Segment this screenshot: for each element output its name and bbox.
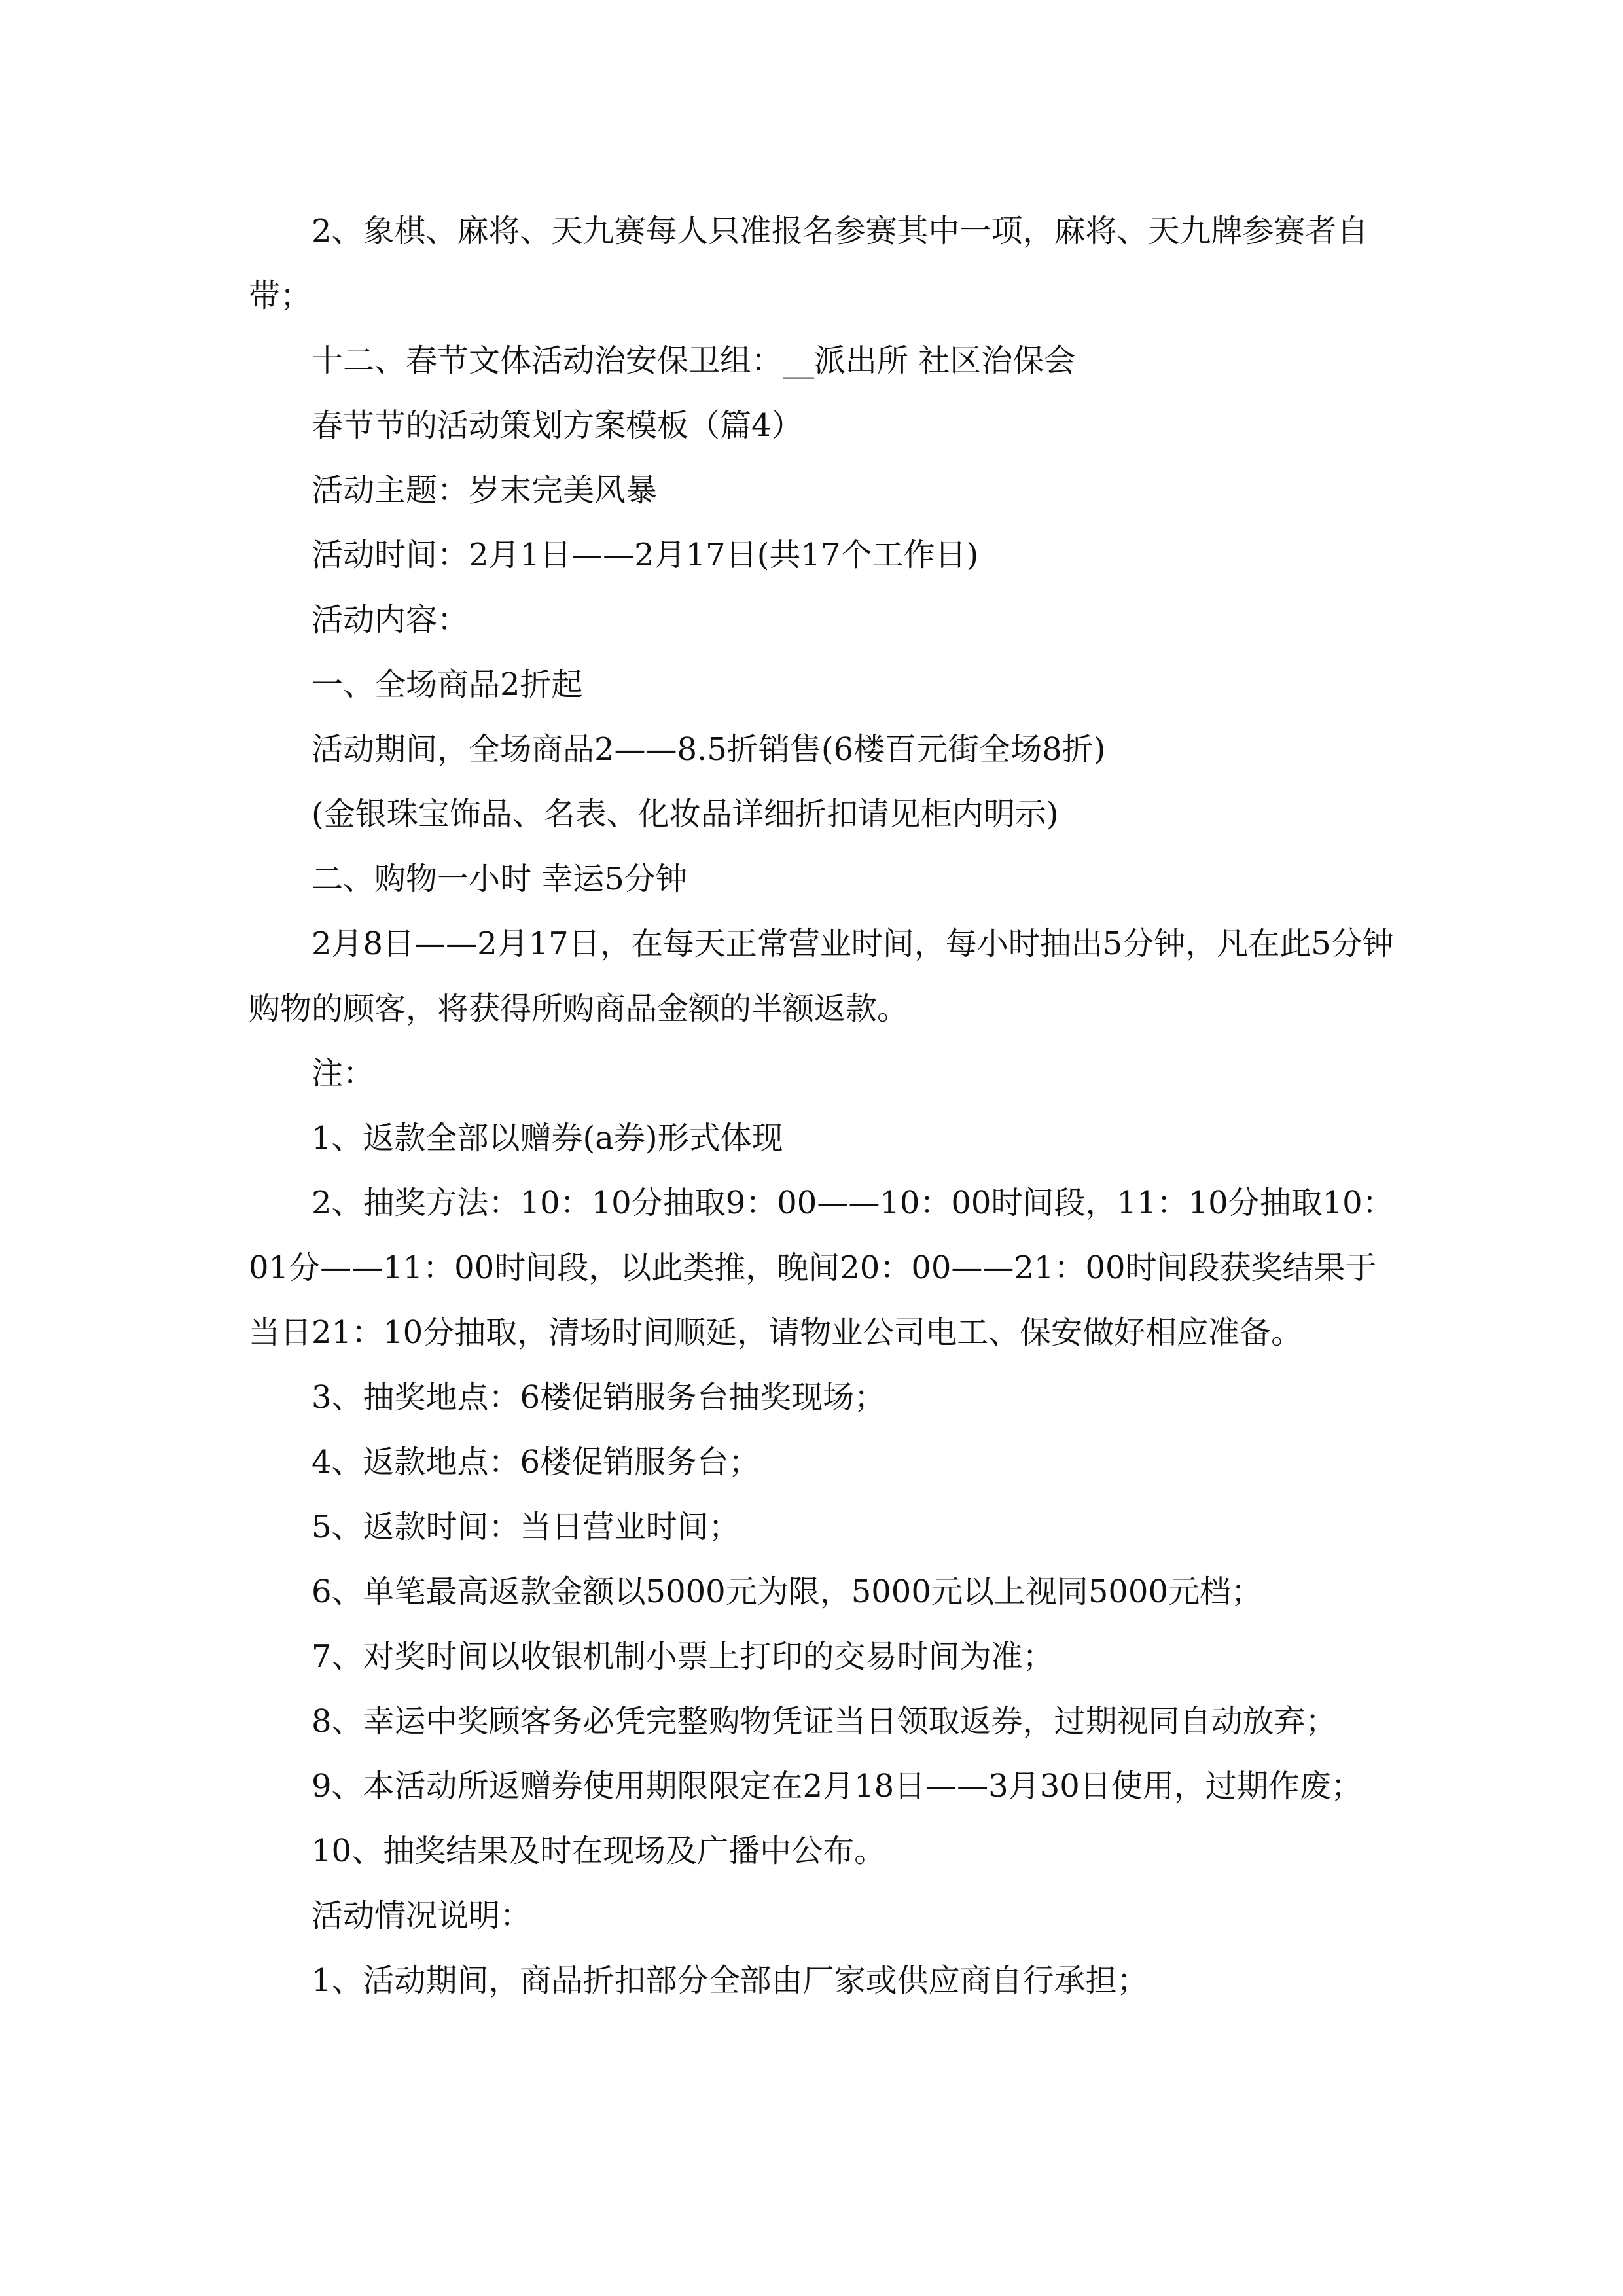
paragraph-note-7: 7、对奖时间以收银机制小票上打印的交易时间为准；	[312, 1638, 1054, 1675]
paragraph-note-4: 4、返款地点：6楼促销服务台；	[312, 1444, 760, 1480]
paragraph-discount-detail: 活动期间，全场商品2——8.5折销售(6楼百元街全场8折)	[312, 731, 1106, 768]
paragraph-lucky-hour-heading: 二、购物一小时 幸运5分钟	[312, 861, 687, 897]
paragraph-chess-mahjong-rule: 2、象棋、麻将、天九赛每人只准报名参赛其中一项，麻将、天九牌参赛者自带；	[249, 213, 1368, 314]
paragraph-discount-heading: 一、全场商品2折起	[312, 666, 583, 703]
paragraph-activity-content-heading: 活动内容：	[312, 601, 469, 638]
paragraph-explanation-heading: 活动情况说明：	[312, 1897, 532, 1934]
paragraph-note-6: 6、单笔最高返款金额以5000元为限，5000元以上视同5000元档；	[312, 1573, 1263, 1610]
paragraph-activity-time: 活动时间：2月1日——2月17日(共17个工作日)	[312, 537, 979, 573]
paragraph-explanation-1: 1、活动期间，商品折扣部分全部由厂家或供应商自行承担；	[312, 1962, 1149, 1999]
paragraph-note-5: 5、返款时间：当日营业时间；	[312, 1509, 740, 1545]
paragraph-note-2: 2、抽奖方法：10：10分抽取9：00——10：00时间段，11：10分抽取10：01分——11：00时间段，以此类推，晚间20：00——21：00时间段获奖结果于当日21：10分抽取，清场时间顺延，请物业公司电工、保安做好相应准备。	[249, 1185, 1394, 1351]
paragraph-note-10: 10、抽奖结果及时在现场及广播中公布。	[312, 1833, 886, 1869]
paragraph-lucky-hour-detail: 2月8日——2月17日，在每天正常营业时间，每小时抽出5分钟，凡在此5分钟购物的顾客，将获得所购商品金额的半额返款。	[249, 925, 1394, 1027]
paragraph-note-3: 3、抽奖地点：6楼促销服务台抽奖现场；	[312, 1379, 886, 1416]
paragraph-activity-theme: 活动主题：岁末完美风暴	[312, 472, 658, 509]
paragraph-note-8: 8、幸运中奖顾客务必凭完整购物凭证当日领取返券，过期视同自动放弃；	[312, 1703, 1337, 1740]
paragraph-discount-note: (金银珠宝饰品、名表、化妆品详细折扣请见柜内明示)	[312, 796, 1059, 833]
paragraph-note-1: 1、返款全部以赠券(a券)形式体现	[312, 1120, 783, 1157]
paragraph-note-heading: 注：	[312, 1055, 375, 1092]
paragraph-note-9: 9、本活动所返赠券使用期限限定在2月18日——3月30日使用，过期作废；	[312, 1768, 1363, 1804]
document-body	[249, 199, 1400, 2013]
paragraph-section-title: 春节节的活动策划方案模板（篇4）	[312, 407, 803, 444]
paragraph-security-group: 十二、春节文体活动治安保卫组：__派出所 社区治保会	[312, 342, 1076, 379]
